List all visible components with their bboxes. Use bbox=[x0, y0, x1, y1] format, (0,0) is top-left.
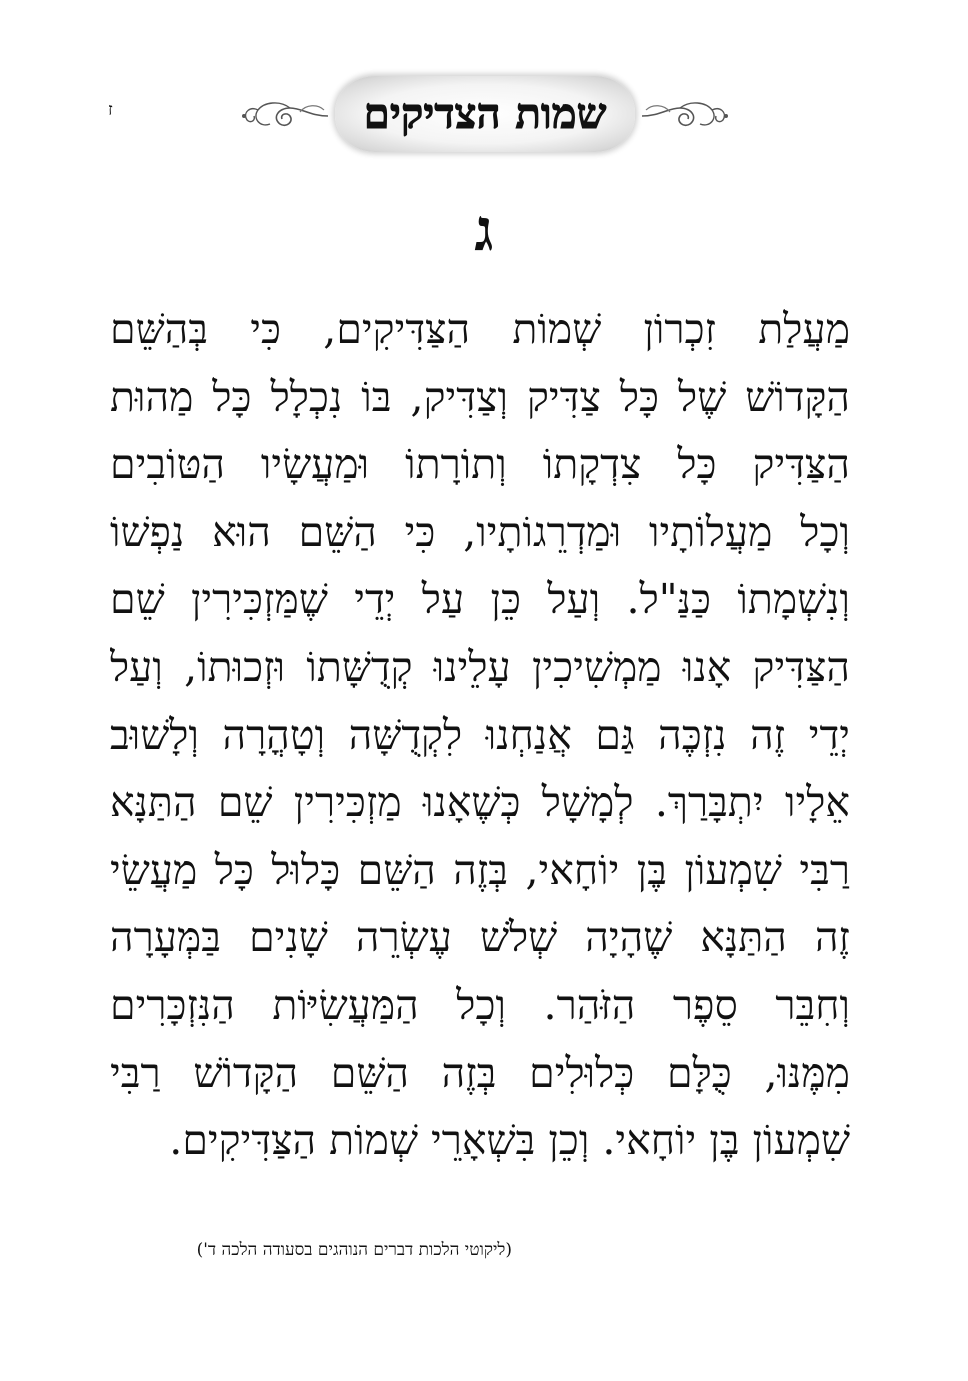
flourish-ornament-icon bbox=[640, 94, 730, 134]
body-line: וְחִבֵּר סֵפֶר הַזֹּהַר. וְכָל הַמַּעֲשִׂיּוֹת הַנִּזְכָּרִים bbox=[110, 980, 850, 1029]
body-line: מַעֲלַת זִכְרוֹן שְׁמוֹת הַצַּדִּיקִים, כִּי בְּהַשֵּׁם bbox=[110, 305, 850, 353]
page-number: ז bbox=[108, 100, 113, 120]
section-letter: ג bbox=[474, 196, 494, 264]
flourish-ornament-icon bbox=[240, 94, 330, 134]
body-line: הַקָּדוֹשׁ שֶׁל כָּל צַדִּיק וְצַדִּיק, בּוֹ נִכְלָל כָּל מַהוּת bbox=[110, 372, 850, 421]
body-line: וְנִשְׁמָתוֹ כַּנַּ"ל. וְעַל כֵּן עַל יְדֵי שֶׁמַּזְכִּירִין שֵׁם bbox=[110, 575, 850, 624]
body-line: הַצַּדִּיק כָּל צִדְקָתוֹ וְתוֹרָתוֹ וּמַעֲשָׂיו הַטּוֹבִים bbox=[110, 440, 850, 489]
body-line: זֶה הַתַּנָּא שֶׁהָיָה שְׁלֹשׁ עֶשְׂרֵה שָׁנִים בַּמְּעָרָה bbox=[110, 913, 850, 962]
body-paragraph bbox=[110, 296, 850, 1175]
body-line: רַבִּי שִׁמְעוֹן בֶּן יוֹחָאי, בְּזֶה הַשֵּׁם כָּלוּל כָּל מַעֲשֵׂי bbox=[110, 845, 850, 894]
body-line: מִמֶּנּוּ, כֻּלָּם כְּלוּלִים בְּזֶה הַשֵּׁם הַקָּדוֹשׁ רַבִּי bbox=[110, 1048, 850, 1097]
body-line: וְכָל מַעֲלוֹתָיו וּמַדְרֵגוֹתָיו, כִּי הַשֵּׁם הוּא נַפְשׁוֹ bbox=[110, 507, 850, 556]
body-line: יְדֵי זֶה נִזְכֶּה גַּם אֲנַחְנוּ לִקְדֻשָּׁה וְטָהֳרָה וְלָשׁוּב bbox=[110, 710, 850, 759]
source-citation: (ליקוטי הלכות דברים הנוהגים בסעודה הלכה ד') bbox=[196, 1240, 512, 1260]
body-line: אֵלָיו יִתְבָּרַךְ. לְמָשָׁל כְּשֶׁאָנוּ מַזְכִּירִין שֵׁם הַתַּנָּא bbox=[110, 778, 850, 827]
title-plate bbox=[335, 76, 635, 152]
running-header bbox=[240, 68, 730, 160]
body-line: הַצַּדִּיק אָנוּ מַמְשִׁיכִין עָלֵינוּ קְדֻשָּׁתוֹ וּזְכוּתוֹ, וְעַל bbox=[110, 642, 850, 691]
body-line: שִׁמְעוֹן בֶּן יוֹחָאי. וְכֵן בִּשְׁאָרֵי שְׁמוֹת הַצַּדִּיקִים. bbox=[169, 1116, 850, 1165]
running-title: שמות הצדיקים bbox=[363, 89, 607, 138]
